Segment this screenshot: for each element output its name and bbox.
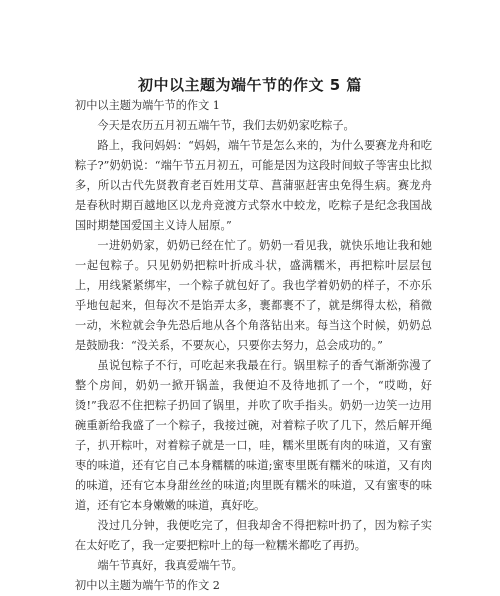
paragraph-6: 端午节真好，我真爱端午节。 [97,559,243,572]
document-title: 初中以主题为端午节的作文 5 篇 [138,76,362,94]
paragraph-3: 一进奶奶家，奶奶已经在忙了。奶奶一看见我，就快乐地让我和她一起包粽子。只见奶奶把粽叶折成斗状，盛满糯米，再把粽叶层层包上，用线紧紧绑牢，一个粽子就包好了。我也学着奶奶的样子，不亦乐乎地包起来，但每次不是馅弄太多，裹都裹不了，就是绑得太松，稍微一动，米粒就会争先恐后地从各个角落钻出来。每当这个时候，奶奶总是鼓励我：“没关系，不要灰心，只要你去努力，总会成功的。” [75,239,432,352]
paragraph-1: 今天是农历五月初五端午节，我们去奶奶家吃粽子。 [97,119,355,132]
paragraph-5: 没过几分钟，我便吃完了，但我却舍不得把粽叶扔了，因为粽子实在太好吃了，我一定要把粽叶上的每一粒糯米都吃了再扔。 [75,519,432,552]
document-body [75,96,432,596]
paragraph-2: 路上，我问妈妈：“妈妈，端午节是怎么来的，为什么要赛龙舟和吃粽子?”奶奶说：“端午节五月初五，可能是因为这段时间蚊子等害虫比拟多，所以古代先贤教育老百姓用艾草、菖蒲驱赶害虫免得生病。赛龙舟是春秋时期百越地区以龙舟竞渡方式祭水中蛟龙，吃粽子是纪念我国战国时期楚国爱国主义诗人屈原。” [75,139,432,232]
essay-2-heading: 初中以主题为端午节的作文 2 [75,579,220,592]
essay-1-heading: 初中以主题为端午节的作文 1 [75,99,220,112]
paragraph-4: 虽说包粽子不行，可吃起来我最在行。锅里粽子的香气渐渐弥漫了整个房间，奶奶一掀开锅盖，我便迫不及待地抓了一个，“哎呦，好烫!”我忍不住把粽子扔回了锅里，并吹了吹手指头。奶奶一边笑一边用碗重新给我盛了一个粽子，我接过碗，对着粽子吹了几下，然后解开绳子，扒开粽叶，对着粽子就是一口，哇，糯米里既有肉的味道，又有蜜枣的味道，还有它自己本身糯糯的味道;蜜枣里既有糯米的味道，又有肉的味道，还有它本身甜丝丝的味道;肉里既有糯米的味道，又有蜜枣的味道，还有它本身嫩嫩的味道，真好吃。 [75,359,432,512]
